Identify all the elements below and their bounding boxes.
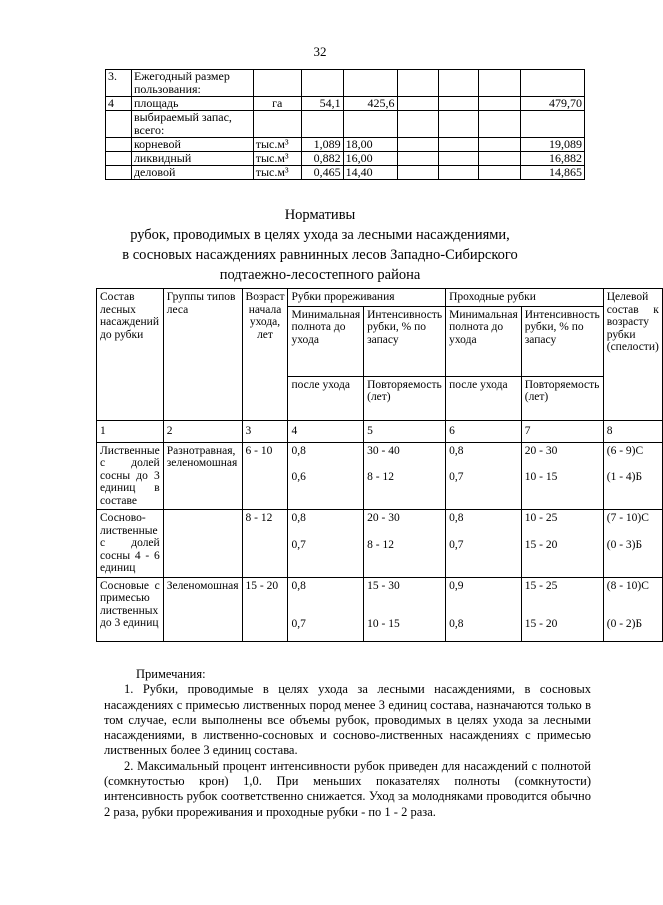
empty-cell [397,111,439,138]
row-value-1: 54,1 [301,97,343,111]
row-value-1 [301,70,343,97]
empty-cell [397,97,439,111]
column-number: 8 [603,420,662,442]
intensity-value-2: 10 - 25 [524,512,558,524]
density-before: 0,8 [291,512,306,524]
table-row [97,442,663,510]
row-value-2 [343,111,397,138]
row-number [106,138,132,152]
empty-cell [479,166,521,180]
row-value-2: 425,6 [343,97,397,111]
page-number: 32 [313,44,327,59]
intensity-value-2: 15 - 25 [524,579,558,592]
target-pine: (8 - 10)С [606,579,649,592]
note-2: 2. Максимальный процент интенсивности рубок приведен для насаждений с полнотой (сомкнутостью крон) 1,0. При меньших показателях полноты (сомкнутости) интенсивность рубок соответственно снижается. Уход за молодняками проводится обычно 2 раза, рубки прореживания и проходные рубки - по 1 - 2 раза. [104,758,591,819]
intensity-cell [364,442,446,510]
empty-cell [397,152,439,166]
column-number: 4 [288,420,364,442]
usage-table [105,69,585,180]
intensity-value: 15 - 30 [367,579,400,592]
row-number [106,166,132,180]
row-total: 14,865 [521,166,585,180]
empty-cell [439,97,479,111]
row-unit [253,111,301,138]
header-composition: Состав лесных насаждений до рубки [97,289,164,421]
row-name: площадь [131,97,253,111]
target-pine: (6 - 9)С [606,444,644,457]
row-number: 4 [106,97,132,111]
row-value-1 [301,111,343,138]
notes-section [104,667,591,820]
column-number: 1 [97,420,164,442]
empty-cell [479,111,521,138]
empty-cell [439,111,479,138]
row-value-2 [343,70,397,97]
repeat-value-2: 10 - 15 [524,471,558,483]
empty-cell [397,138,439,152]
density-before-2: 0,8 [449,512,464,524]
section-subtitle: рубок, проводимых в целях ухода за лесными насаждениями, [130,227,510,243]
header-thinning: Рубки прореживания [288,289,446,307]
age-cell: 6 - 10 [242,442,288,510]
intensity-value: 30 - 40 [367,444,400,457]
note-1: 1. Рубки, проводимые в целях ухода за лесными насаждениями, в сосновых насаждениях с примесью лиственных пород менее 3 единиц состава, назначаются только в том случае, если выполнены все объемы рубок, проводимых в целях ухода за лесными насаждениями, в лиственно-сосновых и сосново-лиственных насаждениях с примесью лиственных более 3 единиц состава. [104,682,591,758]
row-name: ликвидный [131,152,253,166]
empty-cell [397,70,439,97]
repeat-value-2: 15 - 20 [524,618,558,630]
age-cell: 8 - 12 [242,510,288,578]
row-name: Ежегодный размер пользования: [131,70,253,97]
column-number: 7 [521,420,603,442]
repeat-value: 10 - 15 [367,618,400,630]
empty-cell [479,152,521,166]
header-intensity: Интенсивность рубки, % по запасу [364,306,446,376]
intensity-cell [364,510,446,578]
row-unit: тыс.м³ [253,152,301,166]
row-total: 19,089 [521,138,585,152]
header-after: после ухода [288,376,364,420]
forest-type-cell: Разнотравная, зеленомошная [163,442,242,510]
header-min-density-2: Минимальная полнота до ухода [446,306,522,376]
density-before-2: 0,9 [449,579,464,592]
composition-cell: Лиственные с долей сосны до 3 единиц в составе [97,442,164,510]
table-row [106,152,585,166]
intensity-cell-2 [521,510,603,578]
density-after-2: 0,7 [449,538,464,551]
target-pine: (7 - 10)С [606,512,649,524]
intensity-cell-2 [521,577,603,641]
table-row [97,510,663,578]
density-cell-2 [446,577,522,641]
row-name: деловой [131,166,253,180]
intensity-value: 20 - 30 [367,512,400,524]
notes-heading: Примечания: [136,667,206,681]
header-repeat: Повторяемость (лет) [364,376,446,420]
row-value-1: 1,089 [301,138,343,152]
column-number: 6 [446,420,522,442]
row-total: 479,70 [521,97,585,111]
section-title: Нормативы [284,207,356,223]
age-cell: 15 - 20 [242,577,288,641]
row-number [106,111,132,138]
empty-cell [397,166,439,180]
empty-cell [479,70,521,97]
density-before: 0,8 [291,444,306,457]
repeat-value: 8 - 12 [367,471,394,483]
row-name: корневой [131,138,253,152]
row-unit: га [253,97,301,111]
empty-cell [479,97,521,111]
column-numbers-row [97,420,663,442]
row-value-2: 16,00 [343,152,397,166]
table-row [97,577,663,641]
table-row [106,111,585,138]
norms-table [96,288,663,642]
empty-cell [439,166,479,180]
density-after: 0,7 [291,618,306,630]
density-after: 0,7 [291,538,306,551]
repeat-value-2: 15 - 20 [524,538,558,551]
row-total [521,70,585,97]
header-age: Возраст начала ухода, лет [242,289,288,421]
density-cell [288,577,364,641]
density-before-2: 0,8 [449,444,464,457]
density-after: 0,6 [291,471,306,483]
table-row [106,138,585,152]
row-unit: тыс.м³ [253,138,301,152]
header-intensity-2: Интенсивность рубки, % по запасу [521,306,603,376]
repeat-value: 8 - 12 [367,538,394,551]
row-value-2: 14,40 [343,166,397,180]
empty-cell [479,138,521,152]
intensity-cell-2 [521,442,603,510]
row-number: 3. [106,70,132,97]
row-name: выбираемый запас, всего: [131,111,253,138]
density-cell [288,442,364,510]
density-cell-2 [446,510,522,578]
forest-type-cell [163,510,242,578]
density-before: 0,8 [291,579,306,592]
row-value-1: 0,465 [301,166,343,180]
header-after-2: после ухода [446,376,522,420]
table-row [106,166,585,180]
section-subtitle: подтаежно-лесостепного района [219,267,421,283]
target-cell [603,577,662,641]
header-target: Целевой состав к возрасту рубки (спелости) [603,289,662,421]
table-row [106,70,585,97]
density-after-2: 0,8 [449,618,464,630]
target-cell [603,510,662,578]
column-number: 3 [242,420,288,442]
density-cell [288,510,364,578]
row-value-2: 18,00 [343,138,397,152]
target-birch: (1 - 4)Б [606,471,643,483]
intensity-value-2: 20 - 30 [524,444,558,457]
row-unit [253,70,301,97]
row-number [106,152,132,166]
intensity-cell [364,577,446,641]
forest-type-cell: Зеленомошная [163,577,242,641]
header-min-density: Минимальная полнота до ухода [288,306,364,376]
row-unit: тыс.м³ [253,166,301,180]
header-forest-type: Группы типов леса [163,289,242,421]
empty-cell [439,152,479,166]
row-total [521,111,585,138]
header-row [97,289,663,307]
section-subtitle: в сосновых насаждениях равнинных лесов Западно-Сибирского [122,247,518,263]
table-row [106,97,585,111]
column-number: 2 [163,420,242,442]
row-value-1: 0,882 [301,152,343,166]
composition-cell: Сосново-лиственные с долей сосны 4 - 6 единиц [97,510,164,578]
target-birch: (0 - 2)Б [606,618,643,630]
empty-cell [439,138,479,152]
header-passage: Проходные рубки [446,289,604,307]
target-birch: (0 - 3)Б [606,538,643,551]
target-cell [603,442,662,510]
row-total: 16,882 [521,152,585,166]
header-repeat-2: Повторяемость (лет) [521,376,603,420]
column-number: 5 [364,420,446,442]
empty-cell [439,70,479,97]
composition-cell: Сосновые с примесью лиственных до 3 единиц [97,577,164,641]
density-after-2: 0,7 [449,471,464,483]
density-cell-2 [446,442,522,510]
